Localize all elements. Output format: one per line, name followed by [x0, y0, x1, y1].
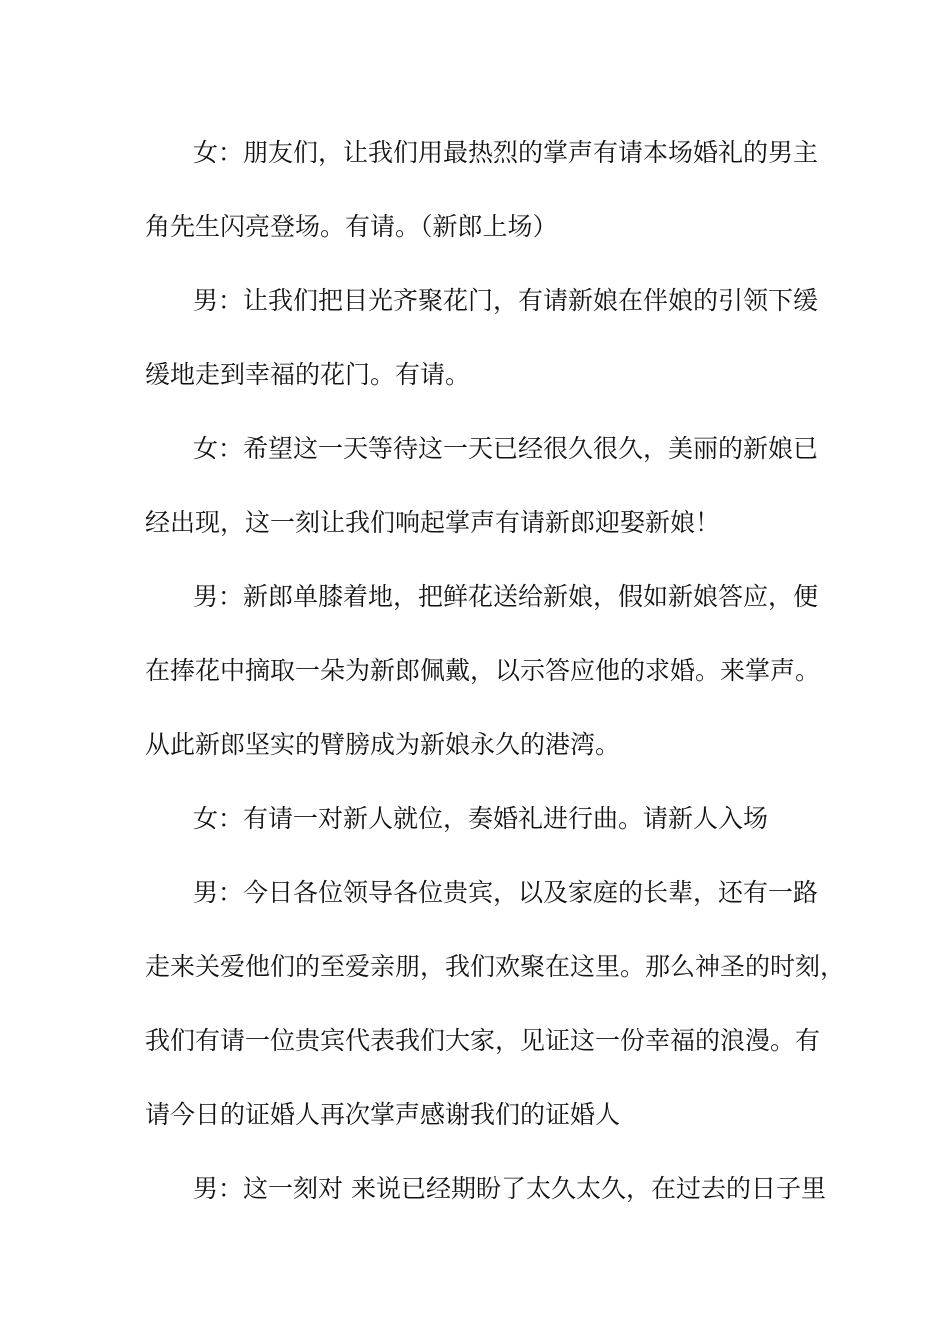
- paragraph-line: 男：让我们把目光齐聚花门，有请新娘在伴娘的引领下缓: [193, 286, 819, 315]
- paragraph-line: 男：新郎单膝着地，把鲜花送给新娘，假如新娘答应，便: [193, 582, 819, 611]
- paragraph-line: 在捧花中摘取一朵为新郎佩戴，以示答应他的求婚。来掌声。: [145, 656, 821, 685]
- paragraph-line: 我们有请一位贵宾代表我们大家，见证这一份幸福的浪漫。有: [145, 1026, 821, 1055]
- paragraph-line: 女：希望这一天等待这一天已经很久很久，美丽的新娘已: [193, 434, 819, 463]
- paragraph-line: 请今日的证婚人再次掌声感谢我们的证婚人: [145, 1100, 621, 1129]
- paragraph-line: 缓地走到幸福的花门。有请。: [145, 360, 471, 389]
- paragraph-line: 走来关爱他们的至爱亲朋，我们欢聚在这里。那么神圣的时刻，: [145, 952, 846, 981]
- paragraph-line: 从此新郎坚实的臂膀成为新娘永久的港湾。: [145, 730, 621, 759]
- paragraph-line: 经出现，这一刻让我们响起掌声有请新郎迎娶新娘！: [145, 508, 721, 537]
- paragraph-line: 男：今日各位领导各位贵宾，以及家庭的长辈，还有一路: [193, 878, 819, 907]
- paragraph-line: 女：有请一对新人就位，奏婚礼进行曲。请新人入场: [193, 804, 769, 833]
- paragraph-line: 男：这一刻对 来说已经期盼了太久太久，在过去的日子里: [193, 1174, 826, 1203]
- paragraph-line: 女：朋友们，让我们用最热烈的掌声有请本场婚礼的男主: [193, 138, 819, 167]
- paragraph-line: 角先生闪亮登场。有请。（新郎上场）: [145, 212, 558, 241]
